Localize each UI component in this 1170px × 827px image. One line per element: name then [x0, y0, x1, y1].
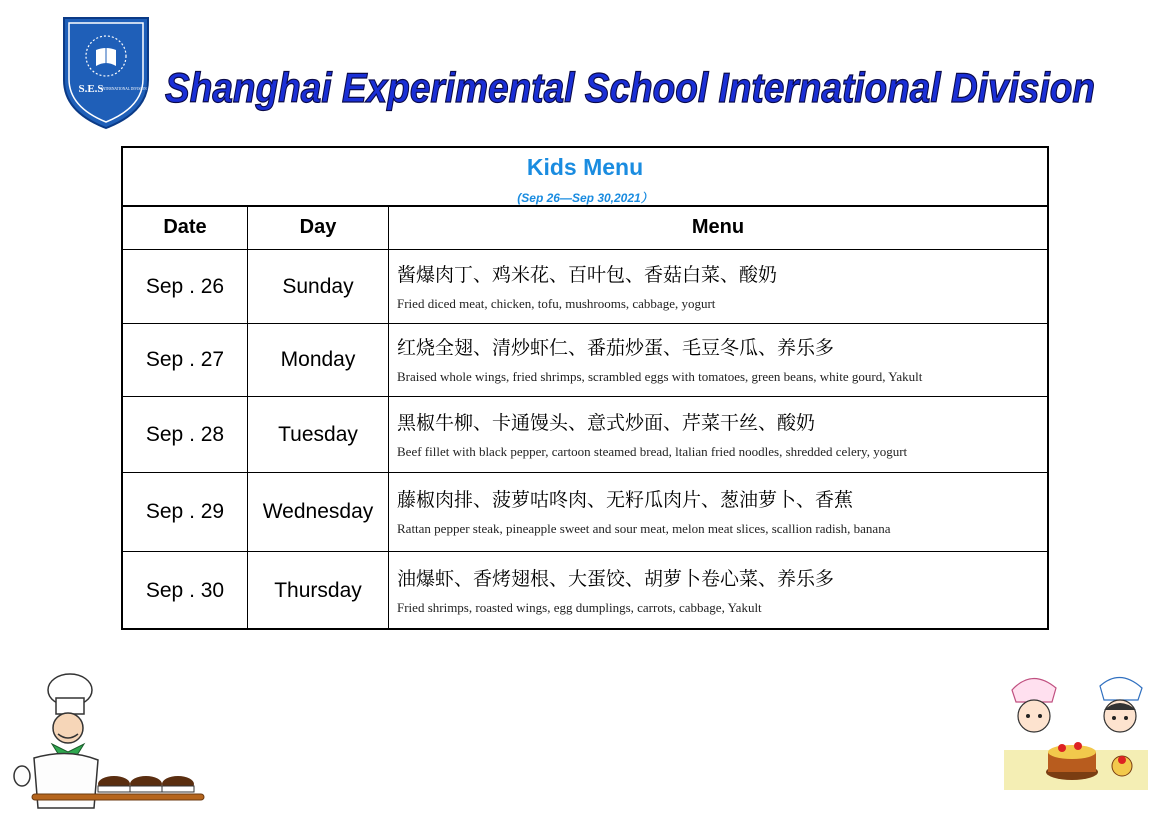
menu-title: Kids Menu: [526, 154, 644, 180]
menu-english: Fried diced meat, chicken, tofu, mushrooms, cabbage, yogurt: [397, 295, 716, 311]
row-menu: [389, 397, 1047, 472]
row-menu: [389, 473, 1047, 551]
row-date: Sep . 26: [123, 250, 248, 323]
table-header-row: [123, 205, 1047, 250]
menu-english: Beef fillet with black pepper, cartoon steamed bread, ltalian fried noodles, shredded celery, yogurt: [397, 443, 908, 459]
menu-table: [121, 146, 1049, 630]
row-menu: [389, 324, 1047, 396]
table-caption: [123, 148, 1047, 207]
row-day: Sunday: [248, 250, 389, 323]
menu-english: Fried shrimps, roasted wings, egg dumplings, carrots, cabbage, Yakult: [397, 600, 762, 615]
menu-chinese: 红烧全翅、清炒虾仁、番茄炒蛋、毛豆冬瓜、养乐多: [397, 337, 835, 359]
row-day: Thursday: [248, 552, 389, 630]
menu-chinese: 油爆虾、香烤翅根、大蛋饺、胡萝卜卷心菜、养乐多: [397, 568, 835, 590]
col-header-day: Day: [248, 205, 389, 249]
row-date: Sep . 27: [123, 324, 248, 396]
school-title: [165, 58, 1105, 118]
col-header-menu: Menu: [691, 215, 745, 238]
kids-baking-clipart: [1002, 668, 1150, 792]
table-row: [123, 324, 1047, 397]
menu-chinese: 酱爆肉丁、鸡米花、百叶包、香菇白菜、酸奶: [397, 263, 778, 286]
table-row: [123, 552, 1047, 630]
school-logo: [62, 16, 150, 130]
row-menu: [389, 250, 1047, 323]
row-day: Monday: [248, 324, 389, 396]
col-header-date: Date: [123, 205, 248, 249]
table-row: [123, 397, 1047, 473]
menu-chinese: 藤椒肉排、菠萝咕咚肉、无籽瓜肉片、葱油萝卜、香蕉: [397, 489, 854, 511]
chef-clipart: [12, 668, 208, 818]
menu-chinese: 黑椒牛柳、卡通馒头、意式炒面、芹菜干丝、酸奶: [397, 411, 816, 434]
logo-subtext: INTERNATIONAL DIVISION: [101, 87, 147, 91]
row-day: Tuesday: [248, 397, 389, 472]
row-date: Sep . 28: [123, 397, 248, 472]
table-row: [123, 250, 1047, 324]
logo-text: S.E.S: [78, 83, 104, 95]
row-date: Sep . 30: [123, 552, 248, 630]
row-menu: [389, 552, 1047, 630]
menu-english: Braised whole wings, fried shrimps, scrambled eggs with tomatoes, green beans, white gourd, Yakult: [397, 369, 923, 384]
row-day: Wednesday: [248, 473, 389, 551]
menu-date-range: (Sep 26—Sep 30,2021）: [517, 191, 653, 205]
table-row: [123, 473, 1047, 552]
menu-english: Rattan pepper steak, pineapple sweet and sour meat, melon meat slices, scallion radish, banana: [397, 521, 891, 536]
row-date: Sep . 29: [123, 473, 248, 551]
school-title-text: Shanghai Experimental School International Division: [165, 64, 1095, 111]
